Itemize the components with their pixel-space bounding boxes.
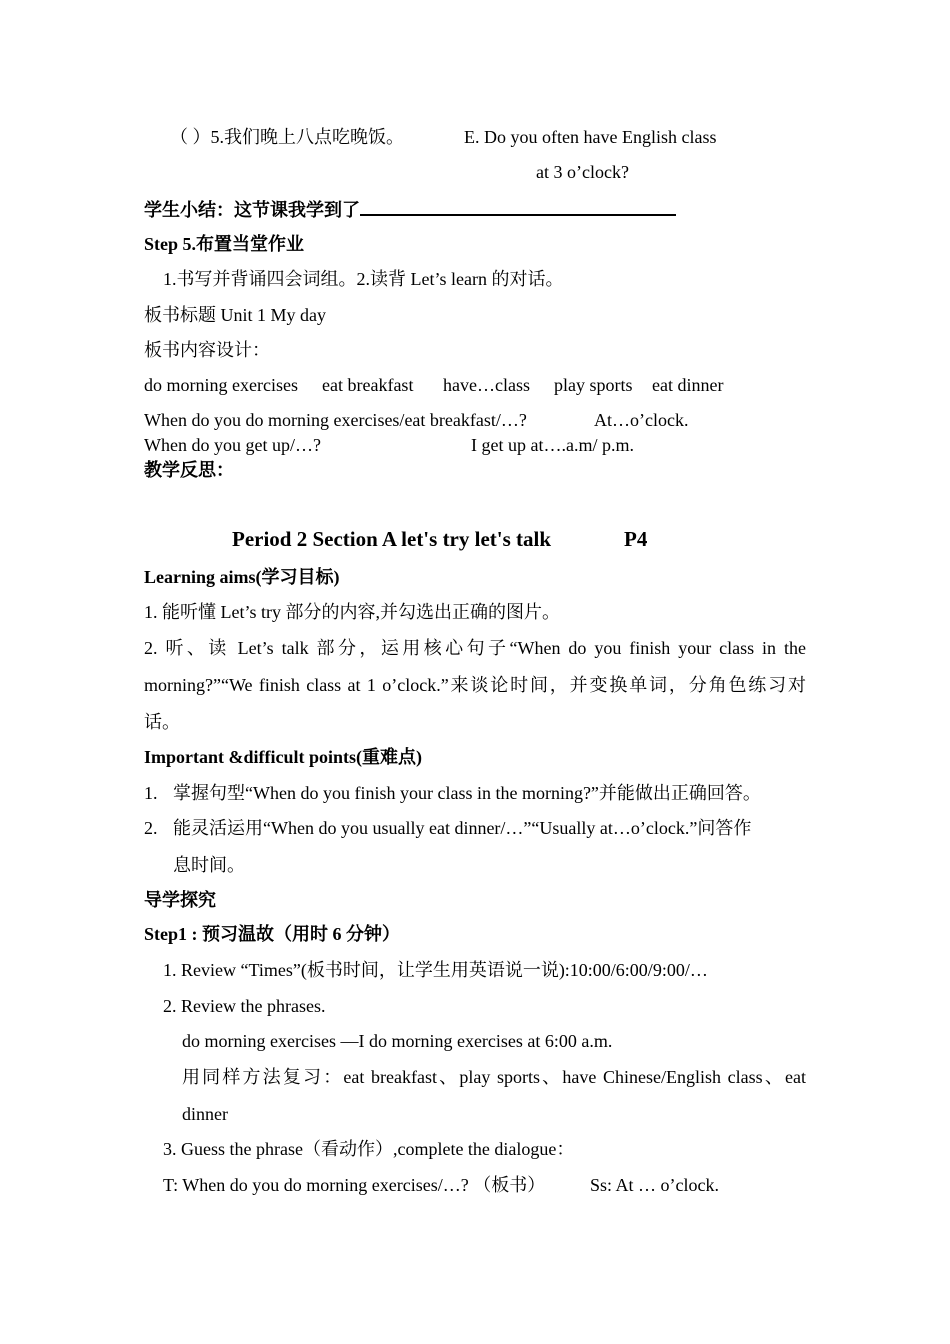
step1-item-2-example: do morning exercises —I do morning exercises at 6:00 a.m.: [182, 1031, 613, 1051]
point-2-line-1: 能灵活运用“When do you usually eat dinner/…”“Usually at…o’clock.”问答作: [173, 818, 752, 838]
guided-exploration-heading: 导学探究: [144, 890, 216, 910]
board-design-label: 板书内容设计：: [144, 340, 270, 360]
aim-1: 1. 能听懂 Let’s try 部分的内容,并勾选出正确的图片。: [144, 602, 560, 622]
step1-item-3: 3. Guess the phrase（看动作）,complete the dialogue：: [163, 1139, 575, 1159]
board-answer-2: I get up at….a.m/ p.m.: [471, 435, 634, 455]
step1-item-2-more-line-1: 用同样方法复习：eat breakfast、play sports、have Chinese/English class、eat: [182, 1067, 806, 1087]
phrase-1: do morning exercises: [144, 375, 298, 395]
step1-heading: Step1 : 预习温故（用时 6 分钟）: [144, 924, 400, 944]
step1-item-1: 1. Review “Times”(板书时间，让学生用英语说一说):10:00/6:00/9:00/…: [163, 960, 708, 980]
match-option-e: E. Do you often have English class: [464, 127, 717, 147]
point-1-number: 1.: [144, 783, 158, 803]
match-item-5: （ ）5.我们晚上八点吃晚饭。: [170, 127, 404, 147]
learning-aims-heading: Learning aims(学习目标): [144, 567, 340, 587]
period2-title: Period 2 Section A let's try let's talk: [232, 527, 552, 551]
point-2-line-2: 息时间。: [173, 855, 245, 875]
step5-heading: Step 5.布置当堂作业: [144, 234, 305, 254]
phrase-2: eat breakfast: [322, 375, 414, 395]
phrase-4: play sports: [554, 375, 633, 395]
match-option-e-cont: at 3 o’clock?: [536, 162, 629, 182]
student-summary: [144, 196, 676, 222]
board-answer-1: At…o’clock.: [594, 410, 689, 430]
phrase-5: eat dinner: [652, 375, 724, 395]
phrase-3: have…class: [443, 375, 530, 395]
key-points-heading: Important &difficult points(重难点): [144, 747, 422, 767]
summary-blank-line: [360, 196, 676, 216]
step1-item-2: 2. Review the phrases.: [163, 996, 326, 1016]
step1-dialog-teacher: T: When do you do morning exercises/…? （板书）: [163, 1175, 546, 1195]
step1-item-2-more-line-2: dinner: [182, 1104, 228, 1124]
period2-page-ref: P4: [624, 527, 648, 551]
point-1: 掌握句型“When do you finish your class in the morning?”并能做出正确回答。: [173, 783, 761, 803]
aim-2-line-1: 2. 听、读 Let’s talk 部分，运用核心句子“When do you finish your class in the: [144, 638, 806, 658]
teaching-reflection: 教学反思：: [144, 460, 234, 480]
board-question-1: When do you do morning exercises/eat breakfast/…?: [144, 410, 527, 430]
aim-2-line-3: 话。: [144, 712, 180, 732]
point-2-number: 2.: [144, 818, 158, 838]
homework-line: 1.书写并背诵四会词组。2.读背 Let’s learn 的对话。: [163, 269, 564, 289]
step1-dialog-students: Ss: At … o’clock.: [590, 1175, 719, 1195]
board-title: 板书标题 Unit 1 My day: [144, 305, 326, 325]
board-question-2: When do you get up/…?: [144, 435, 321, 455]
student-summary-label: 学生小结：这节课我学到了: [144, 200, 360, 220]
aim-2-line-2: morning?”“We finish class at 1 o’clock.”来谈论时间，并变换单词，分角色练习对: [144, 675, 806, 695]
